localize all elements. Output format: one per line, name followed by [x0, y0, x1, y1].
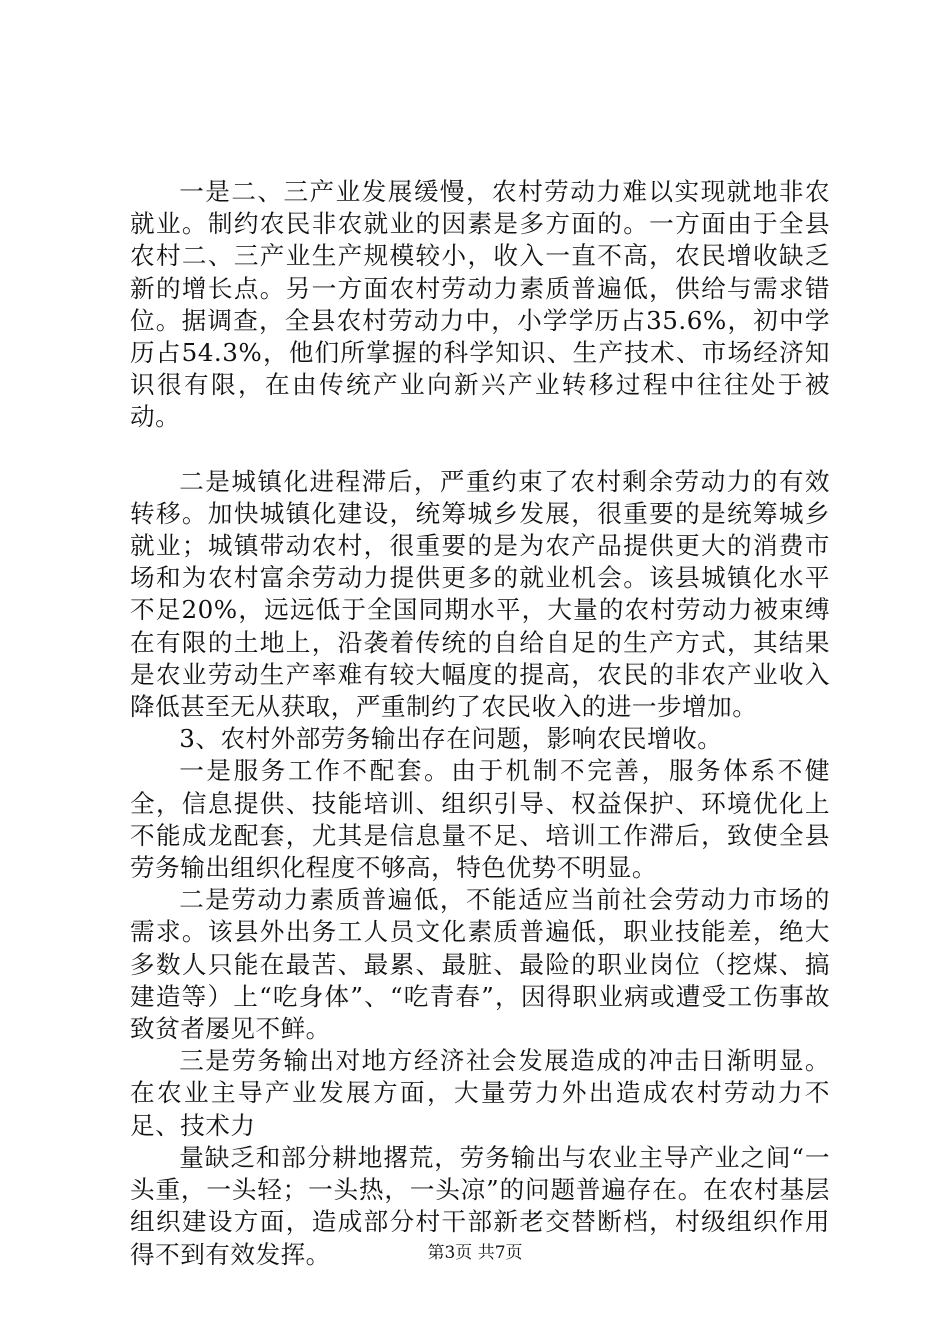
paragraph-1: 一是二、三产业发展缓慢，农村劳动力难以实现就地非农就业。制约农民非农就业的因素是多方面的。一方面由于全县农村二、三产业生产规模较小，收入一直不高，农民增收缺乏新的增长点。另一方面农村劳动力素质普遍低，供给与需求错位。据调查，全县农村劳动力中，小学学历占35.6%，初中学历占54.3%，他们所掌握的科学知识、生产技术、市场经济知识很有限，在由传统产业向新兴产业转移过程中往往处于被动。 — [130, 177, 830, 432]
paragraph-4: 一是服务工作不配套。由于机制不完善，服务体系不健全，信息提供、技能培训、组织引导、权益保护、环境优化上不能成龙配套，尤其是信息量不足、培训工作滞后，致使全县劳务输出组织化程度不够高，特色优势不明显。 — [130, 756, 830, 883]
document-body — [130, 176, 830, 1271]
paragraph-5: 二是劳动力素质普遍低，不能适应当前社会劳动力市场的需求。该县外出务工人员文化素质普遍低，职业技能差，绝大多数人只能在最苦、最累、最脏、最险的职业岗位（挖煤、搞建造等）上“吃身体”、“吃青春”，因得职业病或遭受工伤事故致贫者屡见不鲜。 — [130, 885, 830, 1044]
paragraph-2: 二是城镇化进程滞后，严重约束了农村剩余劳动力的有效转移。加快城镇化建设，统筹城乡发展，很重要的是统筹城乡就业；城镇带动农村，很重要的是为农产品提供更大的消费市场和为农村富余劳动力提供更多的就业机会。该县城镇化水平不足20%，远远低于全国同期水平，大量的农村劳动力被束缚在有限的土地上，沿袭着传统的自给自足的生产方式，其结果是农业劳动生产率难有较大幅度的提高，农民的非农产业收入降低甚至无从获取，严重制约了农民收入的进一步增加。 — [130, 466, 830, 722]
paragraph-6: 三是劳务输出对地方经济社会发展造成的冲击日渐明显。在农业主导产业发展方面，大量劳力外出造成农村劳动力不足、技术力 — [130, 1046, 830, 1140]
paragraph-7: 量缺乏和部分耕地撂荒，劳务输出与农业主导产业之间“一头重，一头轻；一头热，一头凉”的问题普遍存在。在农村基层组织建设方面，造成部分村干部新老交替断档，村级组织作用得不到有效发挥。 — [130, 1142, 830, 1269]
paragraph-3-heading: 3、农村外部劳务输出存在问题，影响农民增收。 — [179, 724, 723, 754]
page-footer: 第3页 共7页 — [427, 1243, 523, 1263]
